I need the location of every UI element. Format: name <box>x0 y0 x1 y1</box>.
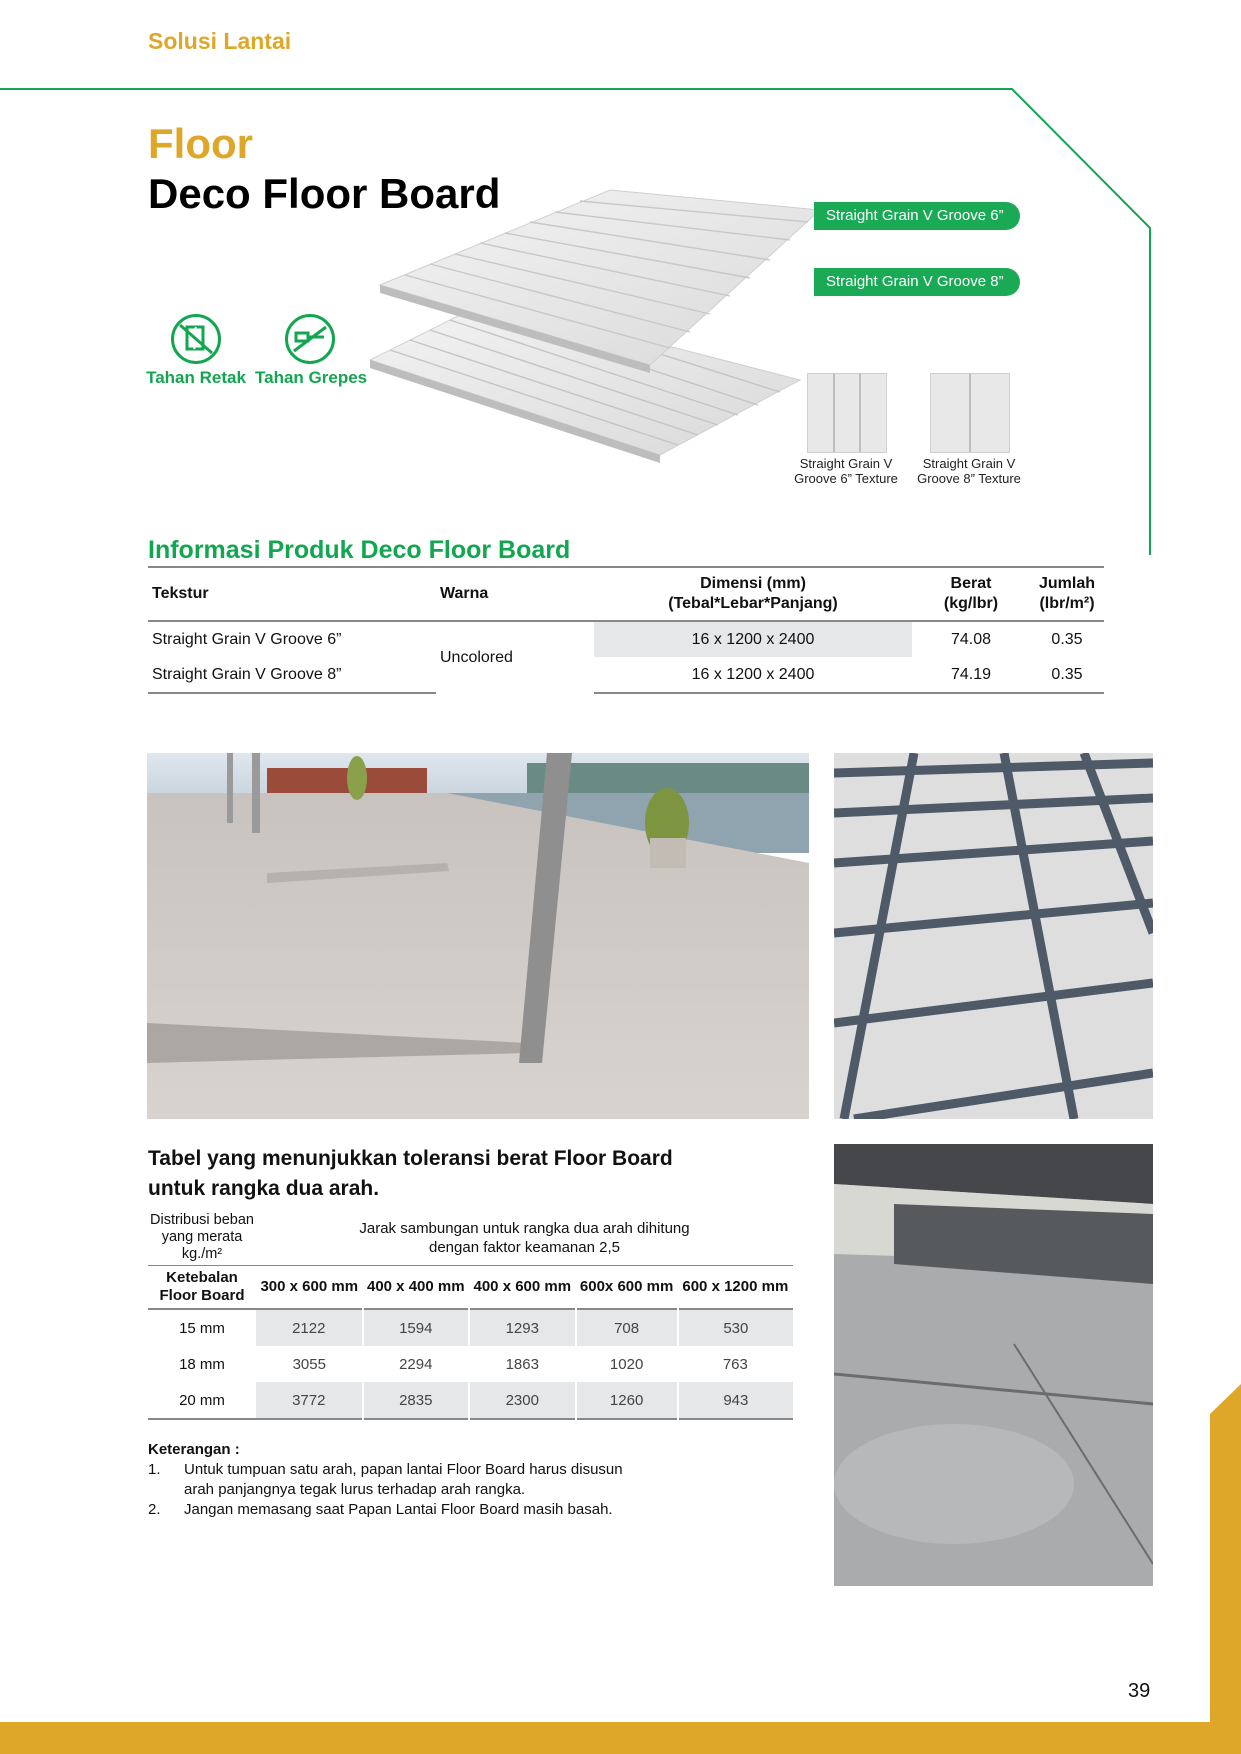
load-tolerance-table <box>148 1210 793 1420</box>
span-label-line2: dengan faktor keamanan 2,5 <box>429 1238 620 1256</box>
note-text: Jangan memasang saat Papan Lantai Floor Board masih basah. <box>184 1501 613 1518</box>
header-dimensi <box>594 567 912 621</box>
load-table-title: Tabel yang menunjukkan toleransi berat Floor Board untuk rangka dua arah. <box>148 1147 673 1200</box>
value-cell: 2122 <box>256 1309 363 1346</box>
table-row <box>148 621 1104 657</box>
texture-swatch-8-inch <box>930 373 1010 453</box>
header-berat <box>912 567 1030 621</box>
value-cell: 708 <box>576 1309 678 1346</box>
cell-berat: 74.08 <box>950 630 992 648</box>
value-cell: 2294 <box>399 1355 433 1373</box>
notes <box>148 1440 668 1520</box>
feature-tahan-grepes <box>255 314 368 388</box>
feature-tahan-retak <box>141 314 251 388</box>
cell-dimensi: 16 x 1200 x 2400 <box>594 657 912 693</box>
note-line: Untuk tumpuan satu arah, papan lantai Floor Board harus disusun <box>184 1461 623 1478</box>
value-cell: 1594 <box>363 1309 470 1346</box>
thickness-cell: 15 mm <box>179 1319 225 1337</box>
value-cell: 3055 <box>292 1355 326 1373</box>
distribution-label: Distribusi beban yang merata kg./m² <box>150 1212 254 1262</box>
cell-tekstur: Straight Grain V Groove 8” <box>148 657 436 693</box>
board-tag-8-inch: Straight Grain V Groove 8” <box>814 268 1020 296</box>
column-header: 400 x 400 mm <box>366 1278 465 1295</box>
header-berat-line1: Berat <box>950 575 992 592</box>
info-title: Informasi Produk Deco Floor Board <box>148 536 571 564</box>
thickness-header: Ketebalan Floor Board <box>159 1269 245 1304</box>
photo-lakeside-deck <box>147 753 809 1119</box>
header-jumlah <box>1030 567 1104 621</box>
value-cell: 1293 <box>469 1309 576 1346</box>
value-cell: 2300 <box>469 1382 576 1419</box>
photo-steel-frame-grid <box>834 753 1153 1119</box>
value-cell: 2835 <box>363 1382 470 1419</box>
header-warna: Warna <box>436 567 594 621</box>
cell-warna: Uncolored <box>440 648 513 666</box>
note-item <box>148 1460 668 1500</box>
feature-label: Tahan Grepes <box>255 368 368 387</box>
value-cell: 1020 <box>609 1355 644 1373</box>
table-row <box>148 657 1104 693</box>
span-label <box>256 1210 793 1266</box>
header-tekstur: Tekstur <box>148 567 436 621</box>
table-row <box>148 1382 793 1419</box>
floor-board-illustration <box>360 180 820 520</box>
column-header: 600x 600 mm <box>579 1278 674 1295</box>
cell-berat: 74.19 <box>912 657 1030 693</box>
product-title: Deco Floor Board <box>148 170 501 217</box>
note-number: 2. <box>148 1501 161 1518</box>
board-tag-6-inch: Straight Grain V Groove 6” <box>814 202 1020 230</box>
cell-tekstur: Straight Grain V Groove 6” <box>152 630 342 648</box>
table-row <box>148 1346 793 1382</box>
feature-label: Tahan Retak <box>146 368 246 387</box>
span-label-line1: Jarak sambungan untuk rangka dua arah dihitung <box>359 1219 690 1237</box>
texture-caption: Straight Grain V Groove 8” Texture <box>917 456 1021 486</box>
value-cell: 1863 <box>505 1355 539 1373</box>
note-line: arah panjangnya tegak lurus terhadap arah rangka. <box>184 1481 526 1498</box>
page-number: 39 <box>1128 1680 1151 1702</box>
value-cell: 530 <box>678 1309 793 1346</box>
thickness-cell: 20 mm <box>179 1391 225 1409</box>
column-header: 400 x 600 mm <box>473 1278 572 1295</box>
header-jumlah-line2: (lbr/m²) <box>1039 595 1095 612</box>
crack-resistant-icon <box>171 314 221 364</box>
header-dimensi-line2: (Tebal*Lebar*Panjang) <box>668 595 838 612</box>
note-text <box>184 1460 623 1500</box>
value-cell: 943 <box>678 1382 793 1419</box>
header-dimensi-line1: Dimensi (mm) <box>700 575 806 592</box>
category-title: Floor <box>148 120 253 167</box>
value-cell: 1260 <box>576 1382 678 1419</box>
column-header: 300 x 600 mm <box>260 1278 359 1295</box>
column-header: 600 x 1200 mm <box>682 1278 789 1295</box>
table-row <box>148 1309 793 1346</box>
notes-heading: Keterangan : <box>148 1441 240 1458</box>
cell-jumlah: 0.35 <box>1030 657 1104 693</box>
gold-side-accent <box>1210 1384 1241 1754</box>
section-label: Solusi Lantai <box>148 28 292 54</box>
value-cell: 763 <box>722 1355 748 1373</box>
thickness-cell: 18 mm <box>179 1355 225 1373</box>
header-jumlah-line1: Jumlah <box>1038 575 1095 592</box>
note-item <box>148 1500 668 1520</box>
gold-footer-bar <box>0 1722 1241 1754</box>
photo-board-edge-detail <box>834 1144 1153 1586</box>
value-cell: 3772 <box>256 1382 363 1419</box>
cell-jumlah: 0.35 <box>1051 630 1083 648</box>
cell-dimensi: 16 x 1200 x 2400 <box>594 621 912 657</box>
no-crumble-icon <box>285 314 335 364</box>
texture-caption: Straight Grain V Groove 6” Texture <box>794 456 898 486</box>
texture-swatch-6-inch <box>807 373 887 453</box>
note-number: 1. <box>148 1461 161 1478</box>
header-berat-line2: (kg/lbr) <box>943 595 999 612</box>
product-info-table <box>148 566 1104 694</box>
